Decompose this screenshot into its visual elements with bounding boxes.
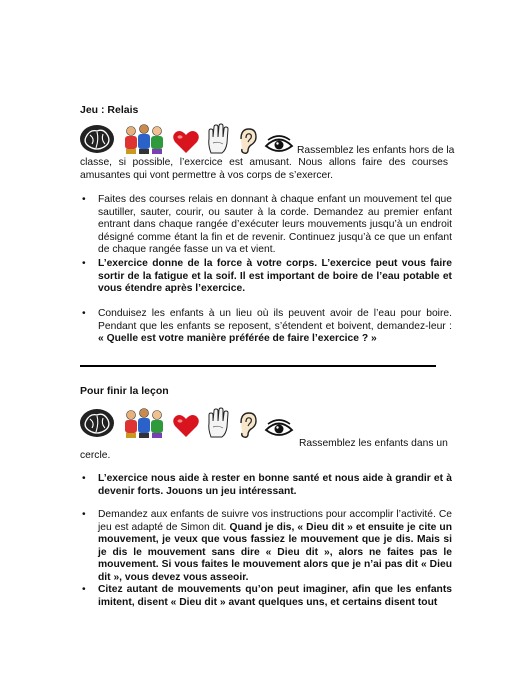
- intro-lead-text: Rassemblez les enfants hors de la: [297, 145, 455, 156]
- list-item-text: Citez autant de mouvements qu’on peut imaginer, afin que les enfants imitent, disent « Dieu dit » avant quelques uns, et certains disent tout: [98, 584, 452, 608]
- heart-icon: [172, 129, 200, 155]
- list-item-text-normal: Demandez aux enfants de suivre vos instructions pour accomplir l’activité. Ce jeu est adapté de Simon dit.: [98, 509, 452, 533]
- intro-paragraph: cercle.: [80, 450, 111, 461]
- bullet-glyph: •: [82, 473, 86, 484]
- heart-icon: [172, 413, 200, 439]
- list-item-text: Faites des courses relais en donnant à chaque enfant un mouvement tel que sautiller, sauter, courir, ou sauter à la corde. Demandez au premier enfant entrant dans chaque rangée d’exécuter leurs mouvements jusqu’à un endroit désigné comme étant la fin et de revenir. Continuez jusqu’à ce que un enfant de chaque rangée fasse un va et vient.: [98, 194, 452, 256]
- list-item-text: L’exercice donne de la force à votre corps. L’exercice peut vous faire sortir de la fatigue et la soif. Il est important de boire de l’eau potable et vous étendre après l’exercice.: [98, 258, 452, 295]
- section-title-finir: Pour finir la leçon: [80, 385, 169, 397]
- brain-icon: [78, 123, 116, 155]
- hand-icon: [206, 123, 230, 155]
- children-icon: [122, 407, 166, 439]
- list-item-text: [98, 308, 452, 346]
- ear-icon: [236, 411, 258, 439]
- brain-icon: [78, 407, 116, 439]
- list-item: [80, 194, 452, 257]
- hand-icon: [206, 407, 230, 439]
- list-item: [80, 258, 452, 296]
- intro-lead-text: Rassemblez les enfants dans un: [299, 438, 448, 449]
- list-item-text: [98, 509, 452, 585]
- list-item: [80, 584, 452, 609]
- list-item-question: « Quelle est votre manière préférée de faire l’exercice ? »: [98, 333, 377, 345]
- bullet-glyph: •: [82, 258, 86, 269]
- children-icon: [122, 123, 166, 155]
- section-title-relais: Jeu : Relais: [80, 104, 139, 116]
- eye-icon: [264, 135, 294, 155]
- bullet-glyph: •: [82, 194, 86, 205]
- list-item: [80, 509, 452, 585]
- icon-row: [78, 121, 294, 155]
- bullet-glyph: •: [82, 509, 86, 520]
- section-divider: [80, 365, 436, 367]
- list-item-text: L’exercice nous aide à rester en bonne santé et nous aide à grandir et à devenir forts. Jouons un jeu intéressant.: [98, 473, 452, 497]
- list-item-text-bold: Quand je dis, « Dieu dit » et ensuite je cite un mouvement, je veux que vous fassiez le mouvement que je dis. Mais si je dis le mouvement sans dire « Dieu dit », alors ne faites pas le mouvement. Si vous faites le mouvement alors que je n’ai pas dit « Dieu dit », vous devez vous asseoir.: [98, 521, 452, 583]
- icon-row: [78, 405, 294, 439]
- ear-icon: [236, 127, 258, 155]
- list-item-text-normal: Conduisez les enfants à un lieu où ils peuvent avoir de l’eau pour boire. Pendant que les enfants se reposent, s’étendent et boivent, demandez-leur :: [98, 308, 452, 332]
- list-item: [80, 308, 452, 346]
- bullet-glyph: •: [82, 584, 86, 595]
- eye-icon: [264, 419, 294, 439]
- bullet-glyph: •: [82, 308, 86, 319]
- intro-paragraph: classe, si possible, l’exercice est amusant. Nous allons faire des courses amusantes qui vont permettre à vos corps de s’exercer.: [80, 157, 448, 181]
- list-item: [80, 473, 452, 498]
